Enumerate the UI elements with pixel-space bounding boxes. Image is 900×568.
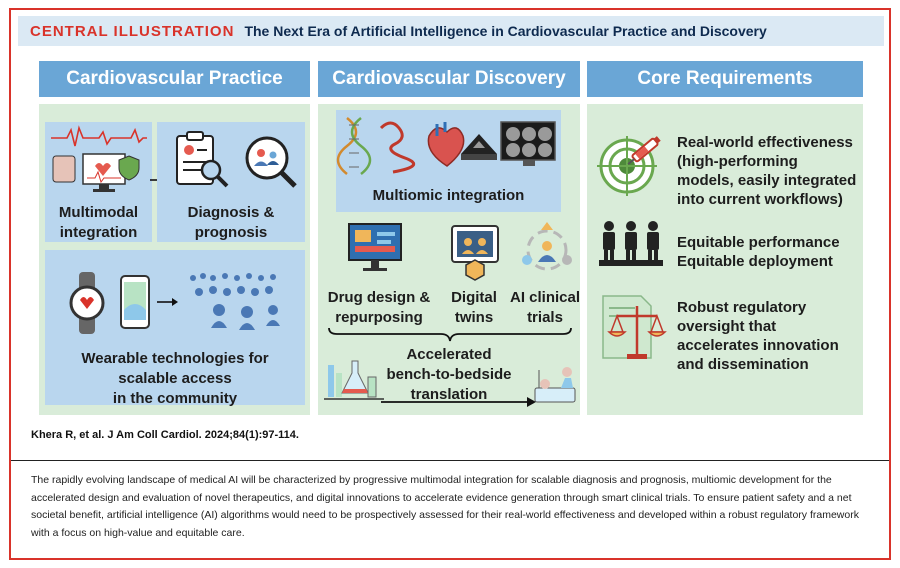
multiomic-icons	[341, 114, 559, 184]
diagnosis-label-1: Diagnosis &	[187, 204, 275, 221]
patient-bed-icon	[531, 362, 581, 410]
digital-twins-label-1: Digital	[451, 289, 497, 306]
requirements-heading: Core Requirements	[587, 61, 863, 97]
smartphone-icon	[121, 276, 149, 328]
multimodal-label-1: Multimodal	[58, 204, 139, 221]
target-syringe-icon	[595, 128, 667, 200]
regulatory-label-4: and dissemination	[677, 356, 809, 373]
wearable-label-2: scalable access	[118, 370, 232, 387]
equitable-label-1: Equitable performance	[677, 234, 840, 251]
illustration-label: CENTRAL ILLUSTRATION	[30, 22, 235, 40]
illustration-title: The Next Era of Artificial Intelligence in Cardiovascular Practice and Discovery	[244, 23, 767, 39]
crowd-icon	[190, 273, 280, 330]
protein-icon	[381, 123, 414, 172]
wearable-label-3: in the community	[112, 390, 238, 407]
doctor-patient-icon	[241, 132, 301, 192]
clipboard-icon	[171, 130, 233, 192]
real-world-label-3: models, easily integrated	[677, 172, 857, 189]
scales-document-icon	[597, 292, 669, 364]
regulatory-label-2: oversight that	[677, 318, 777, 335]
multiomic-label: Multiomic integration	[372, 187, 525, 204]
figure-caption: The rapidly evolving landscape of medical AI will be characterized by progressive multimodal integration for scalable diagnosis and prognosis, multiomic development for the accelerated design and evaluation of novel therapeutics, and digital innovations to accelerate evidence generation through smart clinical trials. To ensure patient safety and a net societal benefit, artificial intelligence (AI) algorithms would need to be prospectively assessed for their real-world effectiveness and developed within a robust regulatory framework with a focus on high-value and equitable care.	[31, 474, 859, 539]
discovery-heading: Cardiovascular Discovery	[318, 61, 580, 97]
wearable-devices-icon	[61, 270, 311, 340]
digital-twins-label-2: twins	[454, 309, 494, 326]
ultrasound-icon	[461, 134, 497, 160]
dna-icon	[338, 118, 370, 174]
title-bar	[18, 16, 884, 46]
ai-trials-label-1: AI clinical	[509, 289, 581, 306]
regulatory-label-1: Robust regulatory	[677, 299, 807, 316]
real-world-label-4: into current workflows)	[677, 191, 843, 208]
divider	[11, 460, 889, 461]
equitable-label-2: Equitable deployment	[677, 253, 833, 270]
drug-design-label-2: repurposing	[335, 309, 423, 326]
accelerated-label-2: bench-to-bedside	[386, 366, 512, 383]
grouping-brace-icon	[327, 326, 573, 342]
smartwatch-icon	[71, 272, 103, 334]
heart-icon	[428, 122, 463, 166]
accelerated-label-3: translation	[410, 386, 488, 403]
practice-heading: Cardiovascular Practice	[39, 61, 310, 97]
digital-twin-icon	[446, 222, 504, 280]
real-world-label-1: Real-world effectiveness	[677, 134, 853, 151]
multimodal-label-2: integration	[59, 224, 138, 241]
translation-arrow-icon	[381, 396, 537, 408]
regulatory-label-3: accelerates innovation	[677, 337, 839, 354]
mri-icon	[501, 122, 555, 166]
drug-design-label-1: Drug design &	[327, 289, 431, 306]
lab-flask-icon	[324, 355, 384, 405]
drug-design-monitor-icon	[347, 222, 407, 276]
monitor-heart-icon	[51, 150, 146, 200]
ai-trials-label-2: trials	[527, 309, 563, 326]
diagnosis-label-2: prognosis	[194, 224, 268, 241]
wearable-label-1: Wearable technologies for	[81, 350, 269, 367]
real-world-label-2: (high-performing	[677, 153, 798, 170]
people-equity-icon	[599, 220, 663, 268]
citation: Khera R, et al. J Am Coll Cardiol. 2024;84(1):97-114.	[31, 429, 299, 441]
accelerated-label-1: Accelerated	[406, 346, 492, 363]
ai-trial-cycle-icon	[519, 220, 575, 278]
central-illustration-frame	[9, 8, 891, 560]
